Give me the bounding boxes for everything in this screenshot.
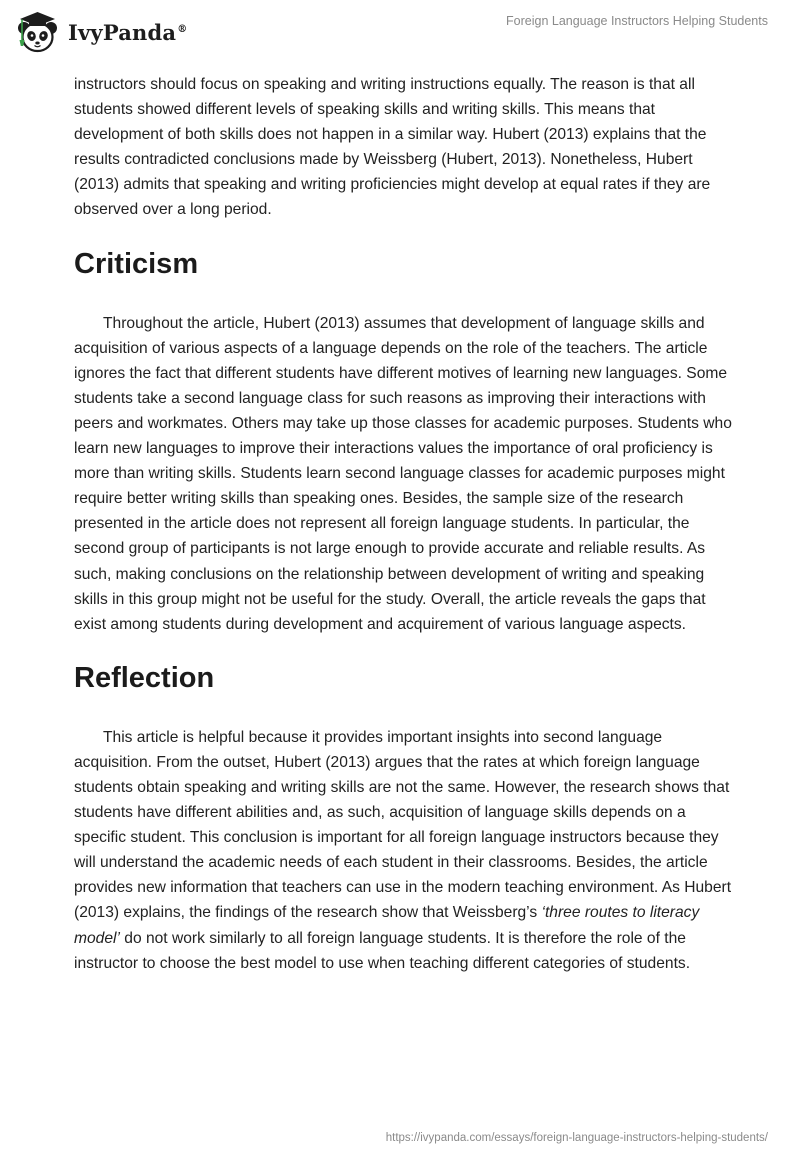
criticism-paragraph: Throughout the article, Hubert (2013) assumes that development of language skills and acquisition of various aspects of a language depends on the role of the teachers. The article ignores the fact that different students have different motives of learning new languages. Some students take a second language class for such reasons as improving their interactions with peers and workmates. Others may take up those classes for academic purposes. Students who learn new languages to improve their interactions values the importance of oral proficiency is more than writing skills. Students learn second language classes for academic purposes might require better writing skills than speaking ones. Besides, the sample size of the research presented in the article does not represent all foreign language students. In particular, the second group of participants is not large enough to provide accurate and reliable results. As such, making conclusions on the relationship between development of writing and speaking skills in this group might not be useful for the study. Overall, the article reveals the gaps that exist among students during development and acquirement of various language aspects. — [74, 314, 732, 633]
brand-name: IvyPanda® — [68, 19, 188, 45]
reflection-heading: Reflection — [74, 661, 215, 694]
page-header — [0, 0, 800, 70]
criticism-heading: Criticism — [74, 247, 199, 280]
reflection-text-part-2: do not work similarly to all foreign language students. It is therefore the role of the instructor to choose the best model to use when teaching different categories of students. — [74, 929, 691, 972]
panda-graduation-cap-icon — [14, 8, 62, 54]
intro-paragraph: instructors should focus on speaking and writing instructions equally. The reason is that all students showed different levels of speaking skills and writing skills. This means that development of both skills does not happen in a similar way. Hubert (2013) explains that the results contradicted conclusions made by Weissberg (Hubert, 2013). Nonetheless, Hubert (2013) admits that speaking and writing proficiencies might develop at equal rates if they are observed over a long period. — [74, 76, 711, 219]
document-title: Foreign Language Instructors Helping Students — [506, 14, 768, 28]
reflection-italic-phrase: ‘three routes to literacy model’ — [74, 904, 700, 947]
reflection-paragraph — [74, 725, 734, 976]
registered-mark: ® — [177, 23, 188, 35]
ivypanda-logo[interactable] — [14, 8, 187, 54]
article-body — [74, 72, 734, 976]
source-url[interactable]: https://ivypanda.com/essays/foreign-language-instructors-helping-students/ — [385, 1132, 768, 1144]
reflection-text-part-1: This article is helpful because it provides important insights into second language acquisition. From the outset, Hubert (2013) argues that the rates at which foreign language students obtain speaking and writing skills are not the same. However, the research shows that students have different abilities and, as such, acquisition of language skills depends on a specific student. This conclusion is important for all foreign language instructors because they will understand the academic needs of each student in their classrooms. Besides, the article provides new information that teachers can use in the modern teaching environment. As Hubert (2013) explains, the findings of the research show that Weissberg’s — [74, 728, 732, 922]
